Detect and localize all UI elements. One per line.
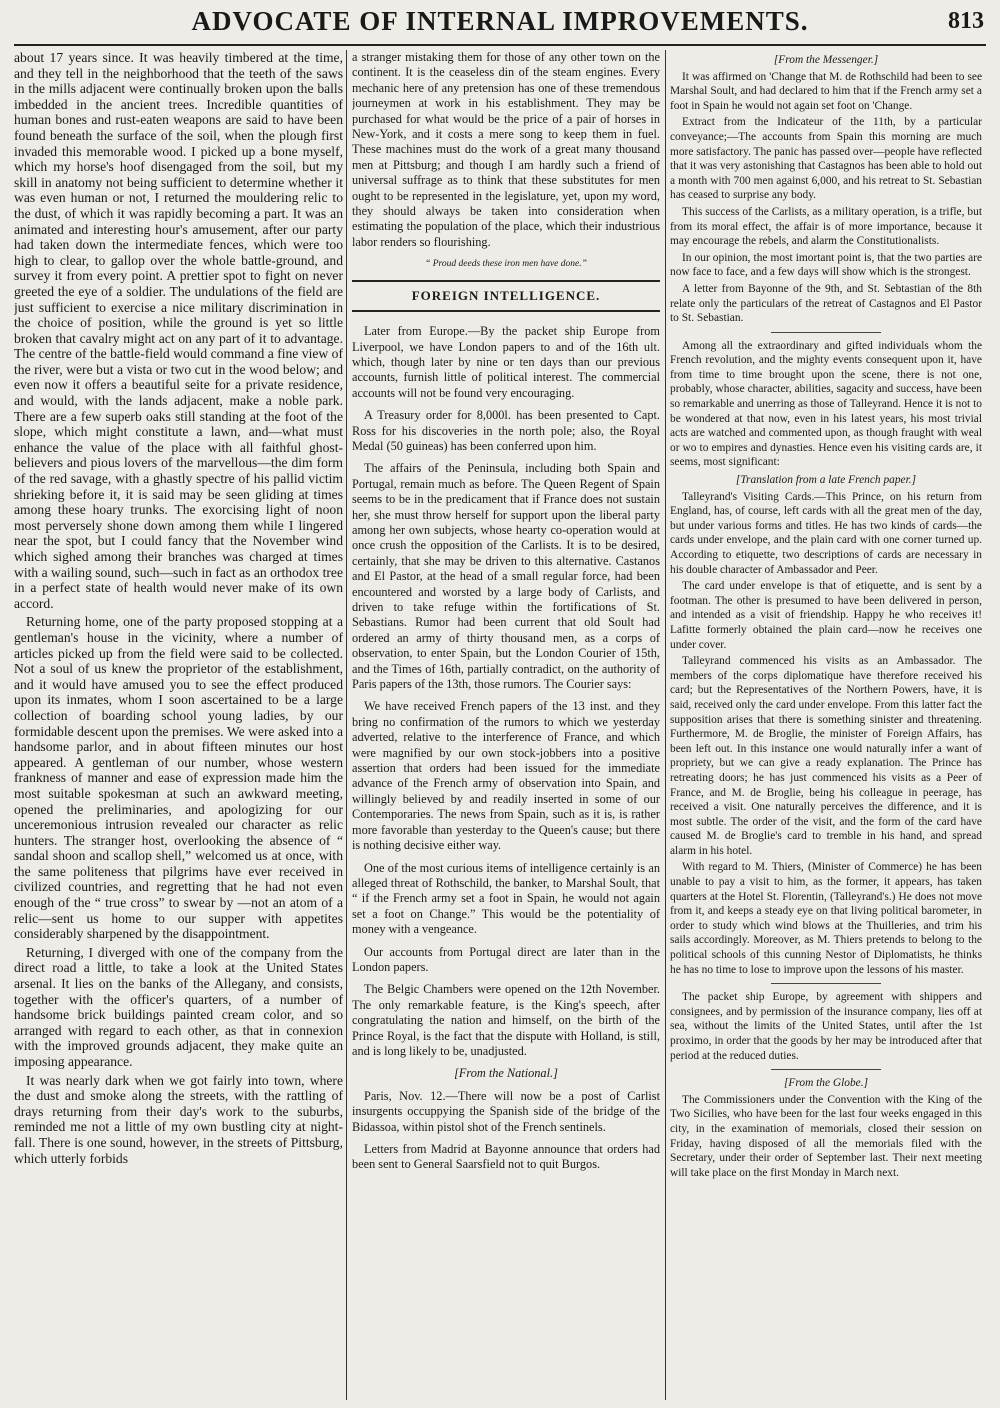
paragraph: It was affirmed on 'Change that M. de Rothschild had been to see Marshal Soult, and had declared to him that if the French army set a foot in Spain he would not again set foot on 'Change. <box>670 70 982 112</box>
source-credit: [From the Messenger.] <box>773 54 879 66</box>
paragraph: The Commissioners under the Convention with the King of the Two Sicilies, who have been for the last four weeks engaged in this city, in the examination of memorials, closed their session on Friday, having disposed of all the memorials filed with the Secretary, under their order of September last. Their next meeting will take place on the first Monday in March next. <box>670 1093 982 1179</box>
paragraph: One of the most curious items of intelligence certainly is an alleged threat of Rothschild, the banker, to Marshal Soult, that “ if the French army set a foot in Spain, he would not again set a foot on Change.” This would be the potentiality of money with a vengeance. <box>352 860 660 937</box>
paragraph: Among all the extraordinary and gifted individuals whom the French revolution, and the mighty events consequent upon it, have from time to time brought upon the scene, there is not one, probably, whose character, abilities, sagacity and success, have been so remarkable and unerring as those of Talleyrand. Hence it is not to be wondered at that now, even in his latest years, his most trivial acts are watched and commented upon, as though fraught with weal or wo to empires and dynasties. Hence even his visiting cards are, it seems, most significant: <box>670 339 982 469</box>
paragraph: The Belgic Chambers were opened on the 12th November. The only remarkable feature, is the King's speech, after congratulating the nation and himself, on the birth of the Prince Royal, is the fact that the dispute with Holland, is still, and is long likely to be, unadjusted. <box>352 982 660 1058</box>
paragraph: The card under envelope is that of etiquette, and is sent by a footman. The other is presumed to have been delivered in person, and intended as a visit of friendship. Happy he who receives it! Lafitte formerly obtained the plain card—now he receives one under cover. <box>670 580 982 651</box>
paragraph: In our opinion, the most imortant point is, that the two parties are now face to face, and a few days will show which is the strongest. <box>670 251 982 279</box>
motto-quote: “ Proud deeds these iron men have done.” <box>425 259 587 270</box>
paragraph: about 17 years since. It was heavily timbered at the time, and they tell in the neighborhood that the teeth of the saws in the mills adjacent were continually broken upon the balls imbedded in the ancient trees. Incredible quantities of human bones and rust-eaten weapons are said to have been found beneath the surface of the soil, when the plough first invaded this memorable wood. I picked up a bone myself, which my horse's hoof disengaged from the soil, but my skill in anatomy not being sufficient to determine whether it was even human or not, I returned the mouldering relic to the dust, of which it was rapidly becoming a part. It was an animated and interesting hour's amusement, after our party had taken down the intermediate fences, which were too high to clear, to gallop over the whole battle-ground, and survey it from every point. A prettier spot to fight on never greeted the eye of a soldier. The undulations of the field are just sufficient to exercise a nice military discrimination in the choice of position, while the ground is yet so little broken that cavalry might act on any part of it to advantage. The centre of the battle-field would command a fine view of the river, were but a vista or two cut in the wood below; and even now it offers a beautiful seite for a private residence, and would, with the lands adjacent, make a noble park. There are a few superb oaks still standing at the foot of the slope, which might constitute a lawn, and—what must enhance the value of the place with all faithful ghost-believers and pious lovers of the marvellous—the dim form of the red savage, with a ghastly spectre of his pallid victim shrieking before it, it is said may be seen gliding at times among these hoary trunks. The exorcising light of noon most perversely shone down among them while I lingered near the spot, but I could fancy that the November wind which sighed among their branches was charged at times with a wailing sound, such—such in fact as an orthodox tree in a perfect state of health would never make of its own accord. <box>14 50 343 611</box>
section-heading: FOREIGN INTELLIGENCE. <box>411 287 601 303</box>
column-divider <box>346 50 347 1400</box>
source-credit: [Translation from a late French paper.] <box>735 474 917 487</box>
paragraph: Talleyrand commenced his visits as an Ambassador. The members of the corps diplomatique have therefore received his card; but the Representatives of the Northern Powers, have, it is said, received only the card under envelope. From this latter fact the supposition arises that there is something sinister and threatening. Furthermore, M. de Broglie, the minister of Foreign Affairs, has been left out. In this instance one would naturally infer a want of propriety, but we can give a ready explanation. The Prince has retreating doors; he has just commenced his visits as a Peer of France, and M. de Broglie, being his colleague in peerage, has received a visit. One naturally perceives the difference, and it is most subtle. The order of the visit, and the form of the card have caused M. de Broglie's card to tremble in his hand, and spread alarm in his hotel. <box>670 655 982 857</box>
paragraph: It was nearly dark when we got fairly into town, where the dust and smoke along the streets, with the rattling of drays returning from their day's work to the suburbs, reminded me not a little of my own bustling city at night-fall. There is one sound, however, in the streets of Pittsburg, which utterly forbids <box>14 1072 343 1166</box>
paragraph: With regard to M. Thiers, (Minister of Commerce) he has been unable to pay a visit to him, as the former, it appears, has taken quarters at the Hotel St. Florentin, (Talleyrand's.) He does not move from it, and keeps a steady eye on that living political barometer, in order to study which wind blows at the Thuilleries, and trim his sails accordingly. Moreover, as M. Thiers pretends to belong to the political schools of this cunning Nestor of Diplomatists, he thinks he has no time to lose to improve upon the lessons of his master. <box>670 861 982 976</box>
paragraph: Extract from the Indicateur of the 11th, by a particular conveyance;—The accounts from Spain this morning are much more satisfactory. The panic has passed over—people have reflected that it was very astonishing that Castagnos has been able to hold out a month with 700 men against 6,000, and his retreat to St. Sebastian has ceased to surprise any body. <box>670 116 982 202</box>
masthead <box>0 0 1000 44</box>
column-3 <box>670 50 982 1402</box>
paragraph: The packet ship Europe, by agreement with shippers and consignees, and by permission of the insurance company, lies off at sea, without the limits of the United States, until after the 1st proximo, in order that the goods by her may be introduced after that period at the reduced duties. <box>670 991 982 1062</box>
paragraph: A letter from Bayonne of the 9th, and St. Sebtastian of the 8th relate only the particulars of the retreat of Castagnos and El Pastor to St. Sebastian. <box>670 282 982 325</box>
column-1 <box>14 50 343 1402</box>
paragraph: Paris, Nov. 12.—There will now be a post of Carlist insurgents occuppying the Spanish side of the bridge of the Bidassoa, within pistol shot of the French sentinels. <box>352 1088 660 1134</box>
column-divider <box>665 50 666 1400</box>
newspaper-title: ADVOCATE OF INTERNAL IMPROVEMENTS. <box>191 6 809 36</box>
section-divider <box>771 1069 881 1070</box>
paragraph: A Treasury order for 8,000l. has been presented to Capt. Ross for his discoveries in the north pole; also, the Royal Medal (50 guineas) has been conferred upon him. <box>352 408 660 453</box>
paragraph: Talleyrand's Visiting Cards.—This Prince, on his return from England, has, of course, left cards with all the great men of the day, but under various forms and titles. He has two kinds of cards—the cards under envelope, and the plain card with one corner turned up. According to etiquette, two descriptions of cards are necessary in his double character of Ambassador and Peer. <box>670 490 982 576</box>
paragraph: Our accounts from Portugal direct are later than in the London papers. <box>352 944 660 974</box>
column-2 <box>352 50 660 1402</box>
paragraph: The affairs of the Peninsula, including both Spain and Portugal, remain much as before. The Queen Regent of Spain seems to be in the predicament that if France does not sustain her, she must throw herself for support upon the liberal party among her own subjects, whose hearty co-operation would at once crush the opposition of the Carlists. It is to be desired, certainly, that she may be driven to this alternative. Castanos and El Pastor, at the head of a small regular force, had been encountered and worsted by a large body of Carlists, and driven to take refuge within the fortifications of St. Sebastians. Rumor had been current that old Soult had ordered an army of thirty thousand men, as a corps of observation, to enter Spain, but the London Courier of 15th, and the Times of 16th, partially contradict, on the authority of Paris papers of the 13th, those rumors. The Courier says: <box>352 461 660 692</box>
source-credit: [From the National.] <box>454 1066 558 1081</box>
paragraph: Returning, I diverged with one of the company from the direct road a little, to take a look at the United States arsenal. It lies on the banks of the Allegany, and consists, together with the officer's quarters, of a number of handsome brick buildings painted cream color, and so arranged with regard to each other, as that in connexion with the improved grounds adjacent, they make quite an imposing appearance. <box>14 944 343 1069</box>
source-credit: [From the Globe.] <box>783 1077 869 1090</box>
paragraph: Letters from Madrid at Bayonne announce that orders had been sent to General Saarsfield not to quit Burgos. <box>352 1142 660 1172</box>
page-number: 813 <box>948 8 984 34</box>
paragraph: Later from Europe.—By the packet ship Europe from Liverpool, we have London papers to and of the 16th ult. which, though later by nine or ten days than our previous accounts, furnish little of political interest. The commercial accounts will not be found very encouraging. <box>352 324 660 400</box>
paragraph: a stranger mistaking them for those of any other town on the continent. It is the ceaseless din of the steam engines. Every mechanic here of any pretension has one of these tremendous journeymen at work in his establishment. They may be purchased for what would be the price of a pair of horses in New-York, and it costs a mere song to keep them in fuel. These machines must do the work of a great many thousand men at Pittsburg; and though I am hardly such a friend of universal suffrage as to think that these substitutes for men ought to be represented in the legislature, yet, upon my word, they should always be taken into consideration when estimating the population of the place, which their industrious labor renders so flourishing. <box>352 50 660 249</box>
paragraph: Returning home, one of the party proposed stopping at a gentleman's house in the vicinity, where a number of articles picked up from the field were said to be collected. Not a soul of us knew the proprietor of the establishment, and it would have amused you to see the effect produced upon its inmates, whom I soon ascertained to be a large collection of boarding school young ladies, by our formidable descent upon the premises. We were asked into a handsome parlor, and in about fifteen minutes our host appeared. A gentleman of our number, whose western frankness of manner and ease of expression made him the most suitable spokesman at such an awkward meeting, opened the preliminaries, and apologizing for our unceremonious intrusion revealed our character as relic hunters. The stranger host, overlooking the absence of “ sandal shoon and scallop shell,” welcomed us at once, with the same politeness that pilgrims have ever received in civilized countries, and regretting that he had not even enough of the “ true cross” to swear by —not an atom of a relic—sent us home to our supper with appetites considerably sharpened by the disappointment. <box>14 614 343 942</box>
paragraph: We have received French papers of the 13 inst. and they bring no confirmation of the rumors to which we yesterday adverted, relative to the interference of France, and which were magnified by our own stock-jobbers into a positive assertion that orders had been issued for the immediate advance of the French army of observation into Spain, and willingly believed by and readily inserted in some of our Contemporaries. The news from Spain, such as it is, is rather more favorable than yesterday to the Queen's cause; but there is nothing decisive either way. <box>352 699 660 853</box>
header-rule <box>14 44 986 46</box>
section-divider <box>771 332 881 333</box>
section-divider <box>771 983 881 984</box>
section-header-box <box>352 280 660 312</box>
paragraph: This success of the Carlists, as a military operation, is a trifle, but from its moral effect, the affair is of more importance, because it may encourage the rebels, and alarm the Constitutionalists. <box>670 205 982 248</box>
